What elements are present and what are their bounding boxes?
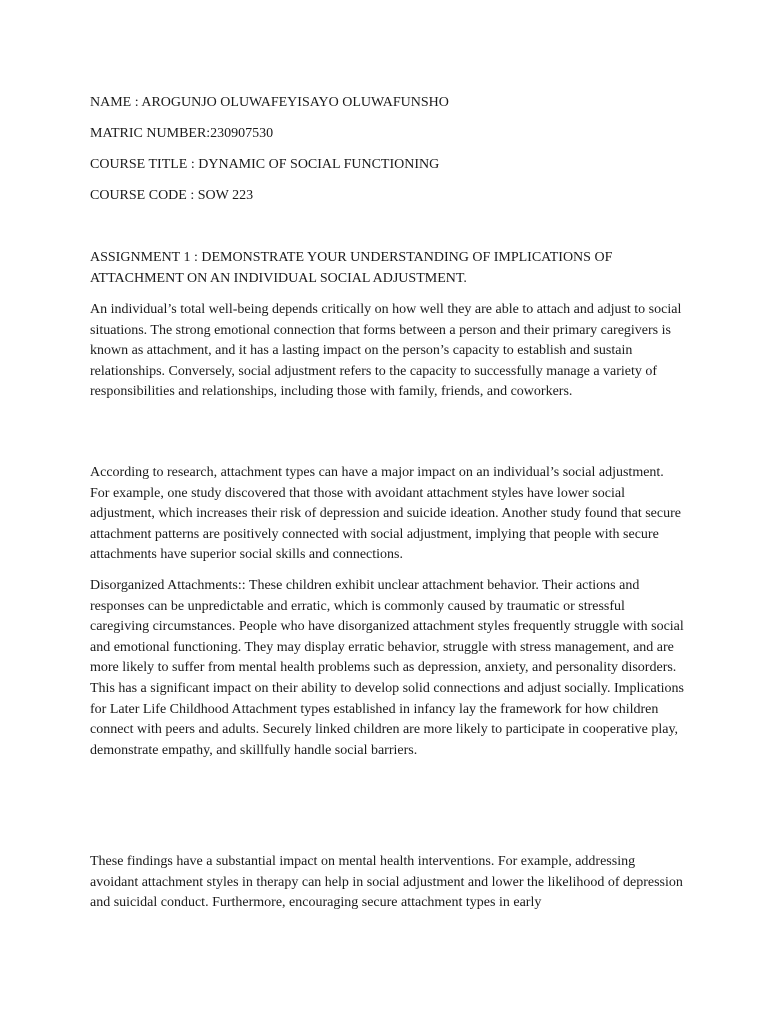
student-name-line: NAME : AROGUNJO OLUWAFEYISAYO OLUWAFUNSHO bbox=[90, 95, 449, 110]
body-paragraph-4: These findings have a substantial impact on mental health interventions. For example, addressing avoidant attachment styles in therapy can help in social adjustment and lower the likelihood of depression and suicidal conduct. Furthermore, encouraging secure attachment types in early bbox=[90, 854, 683, 911]
body-paragraph-3: Disorganized Attachments:: These children exhibit unclear attachment behavior. Their actions and responses can be unpredictable and erratic, which is commonly caused by traumatic or stressful caregiving circumstances. People who have disorganized attachment styles frequently struggle with social and emotional functioning. They may display erratic behavior, struggle with stress management, and are more likely to suffer from mental health problems such as depression, anxiety, and personality disorders. This has a significant impact on their ability to develop solid connections and adjust socially. Implications for Later Life Childhood Attachment types established in infancy lay the framework for how children connect with peers and adults. Securely linked children are more likely to participate in cooperative play, demonstrate empathy, and skillfully handle social barriers. bbox=[90, 578, 684, 758]
body-paragraph-2: According to research, attachment types can have a major impact on an individual’s social adjustment. For example, one study discovered that those with avoidant attachment styles have lower social adjustment, which increases their risk of depression and suicide ideation. Another study found that secure attachment patterns are positively connected with social adjustment, implying that people with secure attachments have superior social skills and connections. bbox=[90, 465, 681, 563]
course-code-line: COURSE CODE : SOW 223 bbox=[90, 188, 254, 203]
assignment-title: ASSIGNMENT 1 : DEMONSTRATE YOUR UNDERSTANDING OF IMPLICATIONS OF ATTACHMENT ON AN INDIVIDUAL SOCIAL ADJUSTMENT. bbox=[90, 250, 613, 286]
course-title-line: COURSE TITLE : DYNAMIC OF SOCIAL FUNCTIONING bbox=[90, 157, 440, 172]
body-paragraph-1: An individual’s total well-being depends critically on how well they are able to attach and adjust to social situations. The strong emotional connection that forms between a person and their primary caregivers is known as attachment, and it has a lasting impact on the person’s capacity to establish and sustain relationships. Conversely, social adjustment refers to the capacity to successfully manage a variety of responsibilities and relationships, including those with family, friends, and coworkers. bbox=[90, 302, 682, 400]
matric-number-line: MATRIC NUMBER:230907530 bbox=[90, 126, 274, 141]
